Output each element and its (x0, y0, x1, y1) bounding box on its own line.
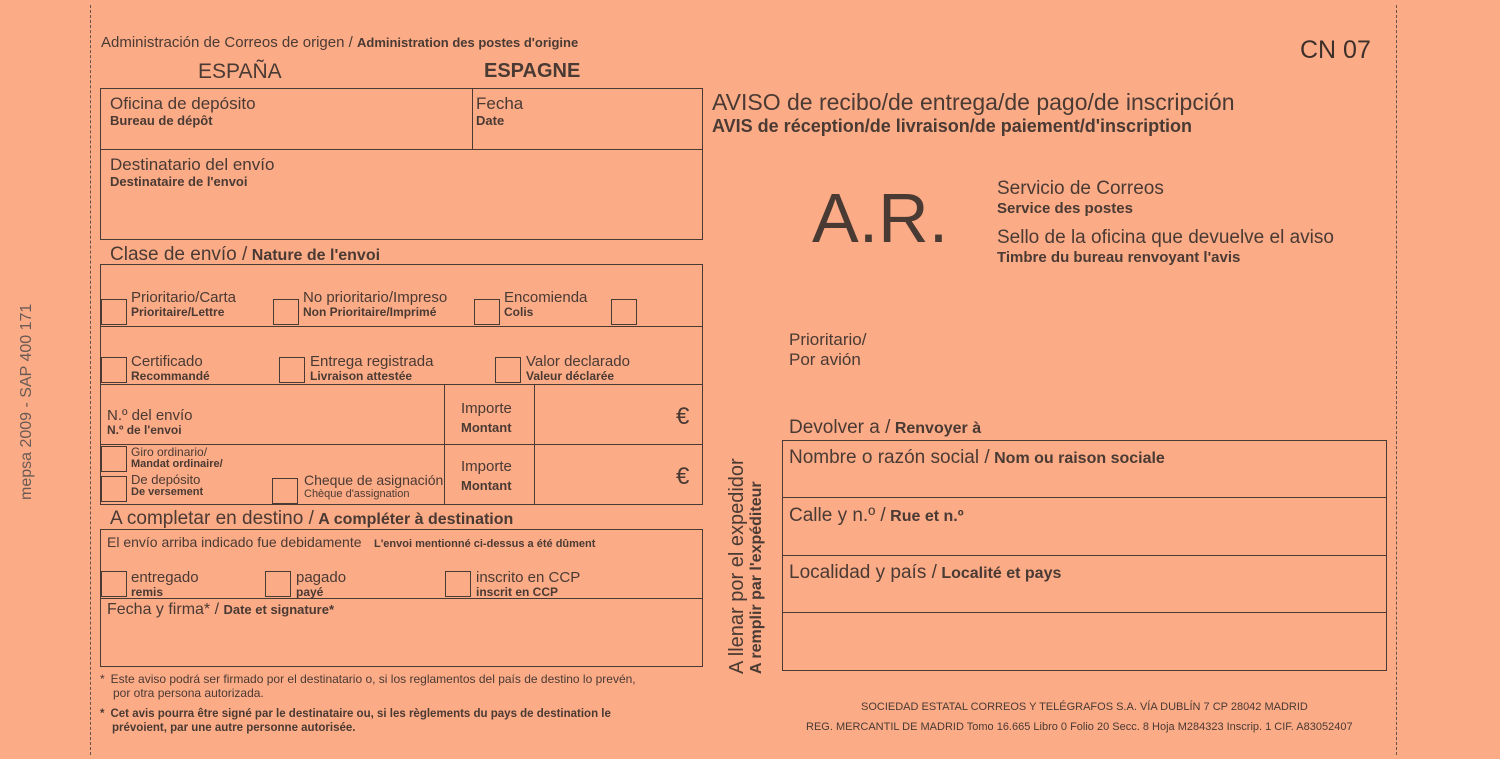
stamp-fr: Timbre du bureau renvoyant l'avis (997, 249, 1241, 266)
cheque-checkbox[interactable] (272, 478, 298, 504)
priority-es: Prioritario/Carta (131, 289, 237, 306)
certified-fr: Recommandé (131, 369, 210, 383)
office-es: Oficina de depósito (110, 94, 256, 113)
sender-vertical-label (726, 458, 766, 674)
title-es: AVISO de recibo/de entrega/de pago/de inscripción (712, 89, 1235, 115)
parcel-es: Encomienda (504, 289, 588, 306)
admin-sep: / (348, 34, 353, 51)
parcel-fr: Colis (504, 305, 534, 319)
printer-code-text: mepsa 2009 - SAP 400 171 (18, 303, 35, 500)
date-es: Fecha (476, 94, 524, 113)
sender-es: A llenar por el expedidor (726, 458, 748, 674)
delivered-es: entregado (131, 569, 199, 586)
deposit-fr: De versement (131, 486, 204, 498)
left-perforation (90, 5, 91, 755)
name-es: Nombre o razón social / (789, 447, 990, 468)
arrived-fr: L'envoi mentionné ci-dessus a été dûment (373, 538, 596, 550)
date-field[interactable] (476, 94, 523, 127)
delivery-checkbox[interactable] (279, 357, 305, 383)
registered-fr: inscrit en CCP (476, 585, 559, 599)
ar-mark: A.R. (812, 179, 949, 257)
footnote-fr (100, 707, 611, 735)
amount-es-1: Importe (461, 400, 512, 417)
office-fr: Bureau de dépôt (110, 113, 213, 128)
priority-checkbox[interactable] (101, 299, 127, 325)
euro-symbol-1: € (676, 403, 690, 430)
stamp-label (997, 227, 1334, 266)
footnote-star-2: * (100, 708, 105, 720)
nonpriority-es: No prioritario/Impreso (303, 289, 448, 306)
paid-es: pagado (296, 569, 347, 586)
complete-es: A completar en destino / (110, 508, 314, 529)
footnote-fr-2: prévoient, par une autre personne autorisée. (112, 722, 356, 734)
paid-fr: payé (296, 585, 324, 599)
sender-fr: A remplir par l'expéditeur (748, 481, 765, 674)
priority-air-2: Por avión (789, 350, 861, 369)
priority-fr: Prioritaire/Lettre (131, 305, 225, 319)
amount-fr-1: Montant (461, 420, 512, 435)
footnote-es-1: Este aviso podrá ser firmado por el destinatario o, si los reglamentos del país de destino lo prevén, (110, 672, 636, 686)
city-fr: Localité et pays (941, 565, 1062, 582)
street-es: Calle y n.º / (789, 505, 886, 526)
priority-air-1: Prioritario/ (789, 330, 867, 349)
form-code: CN 07 (1300, 36, 1371, 64)
notice-title (712, 89, 1235, 137)
paid-checkbox[interactable] (265, 571, 291, 597)
extra-checkbox[interactable] (611, 299, 637, 325)
parcel-checkbox[interactable] (474, 299, 500, 325)
right-perforation (1396, 5, 1397, 755)
signature-field[interactable] (107, 601, 334, 619)
return-heading (789, 417, 981, 439)
printer-code (18, 240, 36, 500)
giro-fr: Mandat ordinaire/ (131, 458, 223, 470)
stamp-es: Sello de la oficina que devuelve el aviso (997, 227, 1334, 248)
declared-es: Valor declarado (526, 353, 630, 370)
addressee-field[interactable] (110, 155, 274, 188)
name-fr: Nom ou raison sociale (994, 450, 1165, 467)
cheque-es: Cheque de asignación (304, 472, 444, 488)
class-heading (110, 244, 380, 266)
declared-fr: Valeur déclarée (526, 369, 615, 383)
name-field[interactable] (789, 447, 1165, 469)
return-es: Devolver a / (789, 417, 891, 438)
title-fr: AVIS de réception/de livraison/de paiement/d'inscription (712, 116, 1193, 136)
company-footer-2: REG. MERCANTIL DE MADRID Tomo 16.665 Libro 0 Folio 20 Secc. 8 Hoja M284323 Inscrip. 1 CIF. A83052407 (806, 721, 1353, 733)
nonpriority-checkbox[interactable] (273, 299, 299, 325)
addressee-es: Destinatario del envío (110, 155, 275, 174)
admin-es: Administración de Correos de origen (101, 34, 345, 51)
company-footer-1: SOCIEDAD ESTATAL CORREOS Y TELÉGRAFOS S.A. VÍA DUBLÍN 7 CP 28042 MADRID (861, 701, 1308, 713)
arrived-es: El envío arriba indicado fue debidamente (107, 534, 362, 550)
city-field[interactable] (789, 562, 1061, 584)
deposit-checkbox[interactable] (101, 476, 127, 502)
euro-symbol-2: € (676, 463, 690, 490)
addressee-fr: Destinataire de l'envoi (110, 174, 248, 189)
item-no-fr: N.º de l'envoi (107, 423, 182, 437)
footnote-es (100, 672, 636, 700)
amount-fr-2: Montant (461, 478, 512, 493)
declared-checkbox[interactable] (495, 357, 521, 383)
service-es: Servicio de Correos (997, 178, 1164, 199)
deposit-es: De depósito (131, 472, 201, 487)
city-es: Localidad y país / (789, 562, 937, 583)
giro-checkbox[interactable] (101, 446, 127, 472)
giro-es: Giro ordinario/ (131, 445, 208, 459)
class-fr: Nature de l'envoi (251, 247, 381, 264)
nonpriority-fr: Non Prioritaire/Imprimé (303, 305, 437, 319)
registered-es: inscrito en CCP (476, 569, 581, 586)
street-field[interactable] (789, 505, 964, 527)
footnote-fr-1: Cet avis pourra être signé par le destinataire ou, si les règlements du pays de destination le (110, 708, 611, 720)
registered-checkbox[interactable] (445, 571, 471, 597)
office-field[interactable] (110, 94, 256, 127)
date-fr: Date (476, 113, 505, 128)
footnote-es-2: por otra persona autorizada. (113, 686, 264, 700)
footnote-star-1: * (100, 672, 105, 686)
country-fr: ESPAGNE (484, 60, 581, 82)
certified-checkbox[interactable] (101, 357, 127, 383)
certified-es: Certificado (131, 353, 203, 370)
item-no-es: N.º del envío (107, 407, 193, 424)
extra-address-line[interactable] (783, 613, 1386, 670)
delivered-checkbox[interactable] (101, 571, 127, 597)
admin-fr: Administration des postes d'origine (356, 35, 579, 50)
sign-fr: Date et signature* (223, 602, 335, 617)
cheque-fr: Chèque d'assignation (304, 488, 410, 500)
complete-fr: A compléter à destination (318, 511, 514, 528)
complete-heading (110, 508, 513, 530)
return-fr: Renvoyer à (894, 420, 982, 437)
class-es: Clase de envío / (110, 244, 248, 265)
delivered-fr: remis (131, 585, 164, 599)
priority-air-label (789, 330, 866, 370)
sign-es: Fecha y firma* / (107, 601, 220, 618)
delivery-fr: Livraison attestée (310, 369, 413, 383)
street-fr: Rue et n.º (890, 508, 964, 525)
service-label (997, 178, 1164, 217)
admin-origin-label (101, 35, 578, 51)
country-es: ESPAÑA (198, 60, 282, 83)
item-number-field[interactable] (107, 408, 193, 437)
delivery-es: Entrega registrada (310, 353, 434, 370)
amount-es-2: Importe (461, 458, 512, 475)
service-fr: Service des postes (997, 200, 1133, 217)
